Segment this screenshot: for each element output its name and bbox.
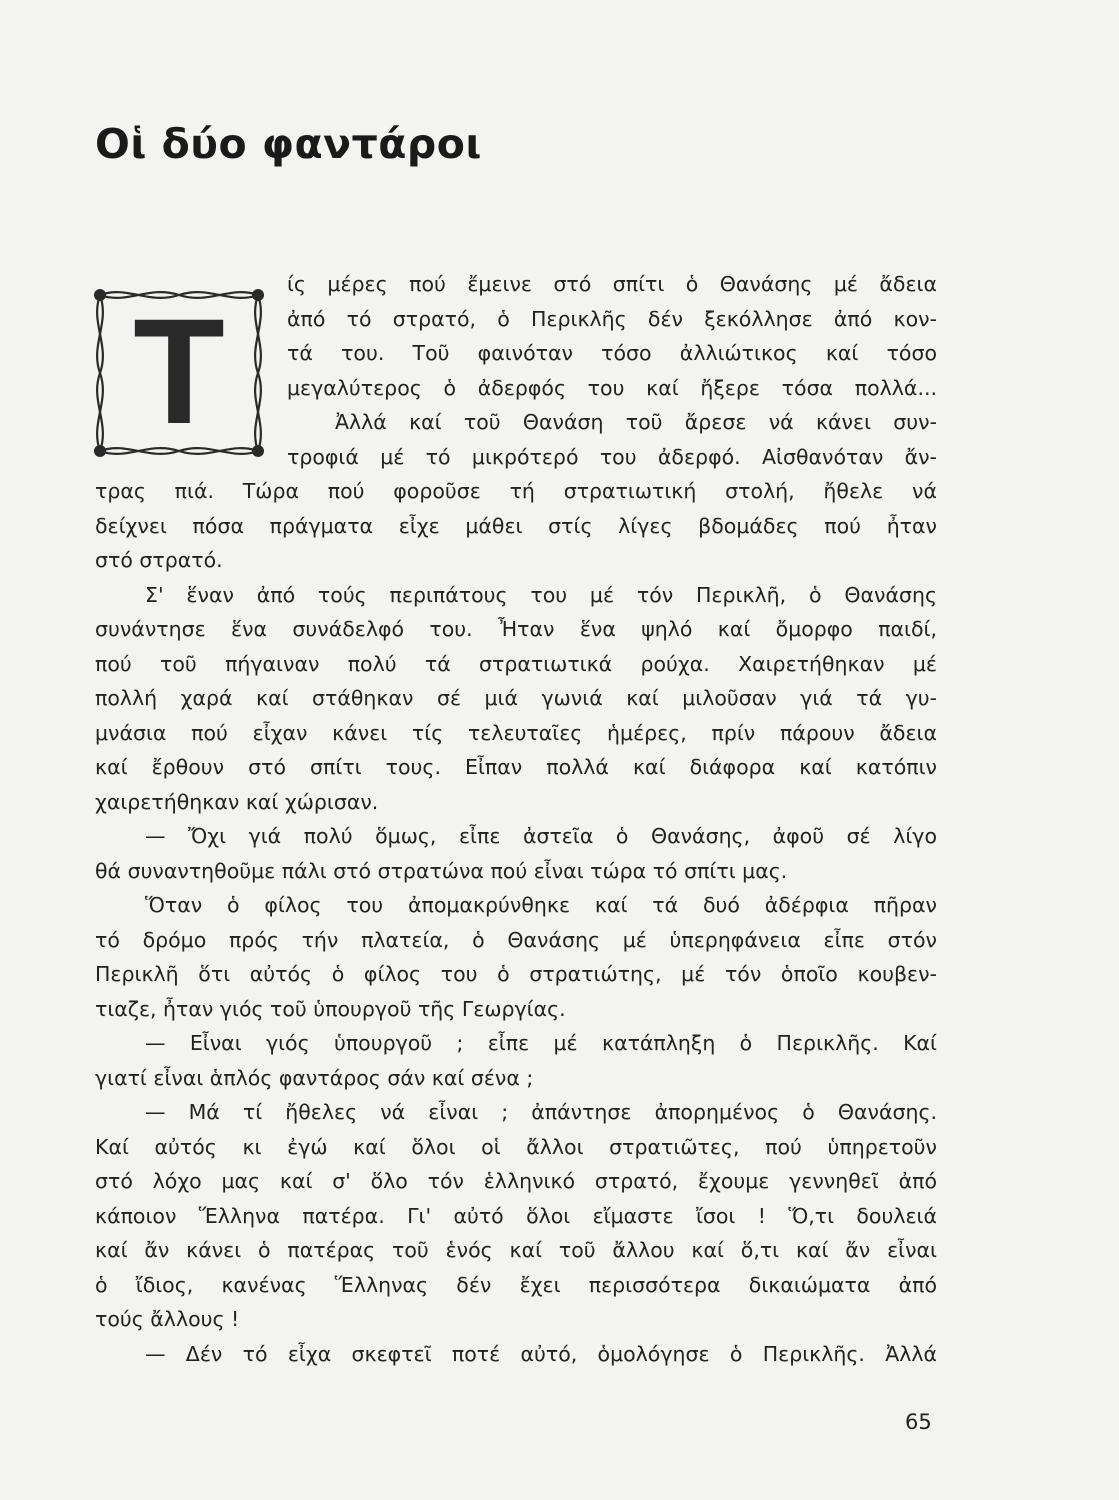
text-line: θά συναντηθοῦμε πάλι στό στρατώνα πού εἶναι τώρα τό σπίτι μας.: [95, 858, 788, 883]
text-line: Περικλῆ ὅτι αὐτός ὁ φίλος του ὁ στρατιώτης, μέ τόν ὁποῖο κουβεν-: [95, 962, 937, 986]
text-line: καί ἔρθουν στό σπίτι τους. Εἶπαν πολλά καί διάφορα καί κατόπιν: [95, 755, 937, 779]
text-line: τιαζε, ἦταν γιός τοῦ ὑπουργοῦ τῆς Γεωργίας.: [95, 996, 566, 1021]
text-line: — Εἶναι γιός ὑπουργοῦ ; εἶπε μέ κατάπληξη ὁ Περικλῆς. Καί: [145, 1031, 937, 1055]
text-line: τά του. Τοῦ φαινόταν τόσο ἀλλιώτικος καί τόσο: [287, 341, 937, 365]
text-line: ἀπό τό στρατό, ὁ Περικλῆς δέν ξεκόλλησε ἀπό κον-: [287, 306, 937, 331]
text-line: μνάσια πού εἶχαν κάνει τίς τελευταῖες ἡμέρες, πρίν πάρουν ἄδεια: [95, 720, 937, 745]
text-line: — Μά τί ἤθελες νά εἶναι ; ἀπάντησε ἀπορημένος ὁ Θανάσης.: [145, 1100, 937, 1124]
text-line: Ὅταν ὁ φίλος του ἀπομακρύνθηκε καί τά δυό ἀδέρφια πῆραν: [145, 893, 937, 917]
text-line: Ἀλλά καί τοῦ Θανάση τοῦ ἄρεσε νά κάνει συν-: [335, 410, 937, 434]
text-line: χαιρετήθηκαν καί χώρισαν.: [95, 789, 379, 814]
text-line: — Δέν τό εἶχα σκεφτεῖ ποτέ αὐτό, ὁμολόγησε ὁ Περικλῆς. Ἀλλά: [145, 1341, 937, 1366]
text-line: Καί αὐτός κι ἐγώ καί ὅλοι οἱ ἄλλοι στρατιῶτες, πού ὑπηρετοῦν: [95, 1134, 937, 1159]
svg-text:T: T: [133, 287, 225, 455]
text-line: συνάντησε ἕνα συνάδελφό του. Ἦταν ἕνα ψηλό καί ὄμορφο παιδί,: [95, 617, 937, 641]
page-number: 65: [905, 1410, 932, 1434]
text-line: τό δρόμο πρός τήν πλατεία, ὁ Θανάσης μέ ὑπερηφάνεια εἶπε στόν: [95, 927, 937, 952]
text-line: κάποιον Ἕλληνα πατέρα. Γι' αὐτό ὅλοι εἴμαστε ἴσοι ! Ὅ,τι δουλειά: [95, 1203, 937, 1228]
text-line: στό λόχο μας καί σ' ὅλο τόν ἑλληνικό στρατό, ἔχουμε γεννηθεῖ ἀπό: [95, 1169, 937, 1193]
text-line: Σ' ἕναν ἀπό τούς περιπάτους του μέ τόν Περικλῆ, ὁ Θανάσης: [145, 582, 937, 607]
body-text: [95, 474, 937, 1371]
text-line: δείχνει πόσα πράγματα εἶχε μάθει στίς λίγες βδομάδες πού ἦταν: [95, 513, 937, 538]
text-line: τρας πιά. Τώρα πού φοροῦσε τή στρατιωτική στολή, ἤθελε νά: [95, 479, 937, 503]
text-line: πολλή χαρά καί στάθηκαν σέ μιά γωνιά καί μιλοῦσαν γιά τά γυ-: [95, 686, 937, 710]
chapter-title: Οἱ δύο φαντάροι: [95, 120, 482, 168]
dropcap-letter: [88, 283, 270, 463]
text-line: μεγαλύτερος ὁ ἀδερφός του καί ἤξερε τόσα πολλά...: [287, 375, 937, 400]
text-line: ὁ ἴδιος, κανένας Ἕλληνας δέν ἔχει περισσότερα δικαιώματα ἀπό: [95, 1272, 937, 1297]
text-line: τροφιά μέ τό μικρότερό του ἀδερφό. Αἰσθανόταν ἄν-: [287, 444, 937, 469]
text-line: — Ὄχι γιά πολύ ὅμως, εἶπε ἀστεῖα ὁ Θανάσης, ἀφοῦ σέ λίγο: [145, 824, 937, 848]
text-line: ίς μέρες πού ἔμεινε στό σπίτι ὁ Θανάσης μέ ἄδεια: [287, 272, 937, 296]
text-line: γιατί εἶναι ἁπλός φαντάρος σάν καί σένα ;: [95, 1065, 534, 1090]
text-line: στό στρατό.: [95, 548, 223, 572]
first-paragraph: [287, 267, 937, 474]
text-line: καί ἄν κάνει ὁ πατέρας τοῦ ἑνός καί τοῦ ἄλλου καί ὅ,τι καί ἄν εἶναι: [95, 1238, 937, 1262]
text-line: τούς ἄλλους !: [95, 1307, 240, 1331]
text-line: πού τοῦ πήγαιναν πολύ τά στρατιωτικά ρούχα. Χαιρετήθηκαν μέ: [95, 651, 937, 676]
